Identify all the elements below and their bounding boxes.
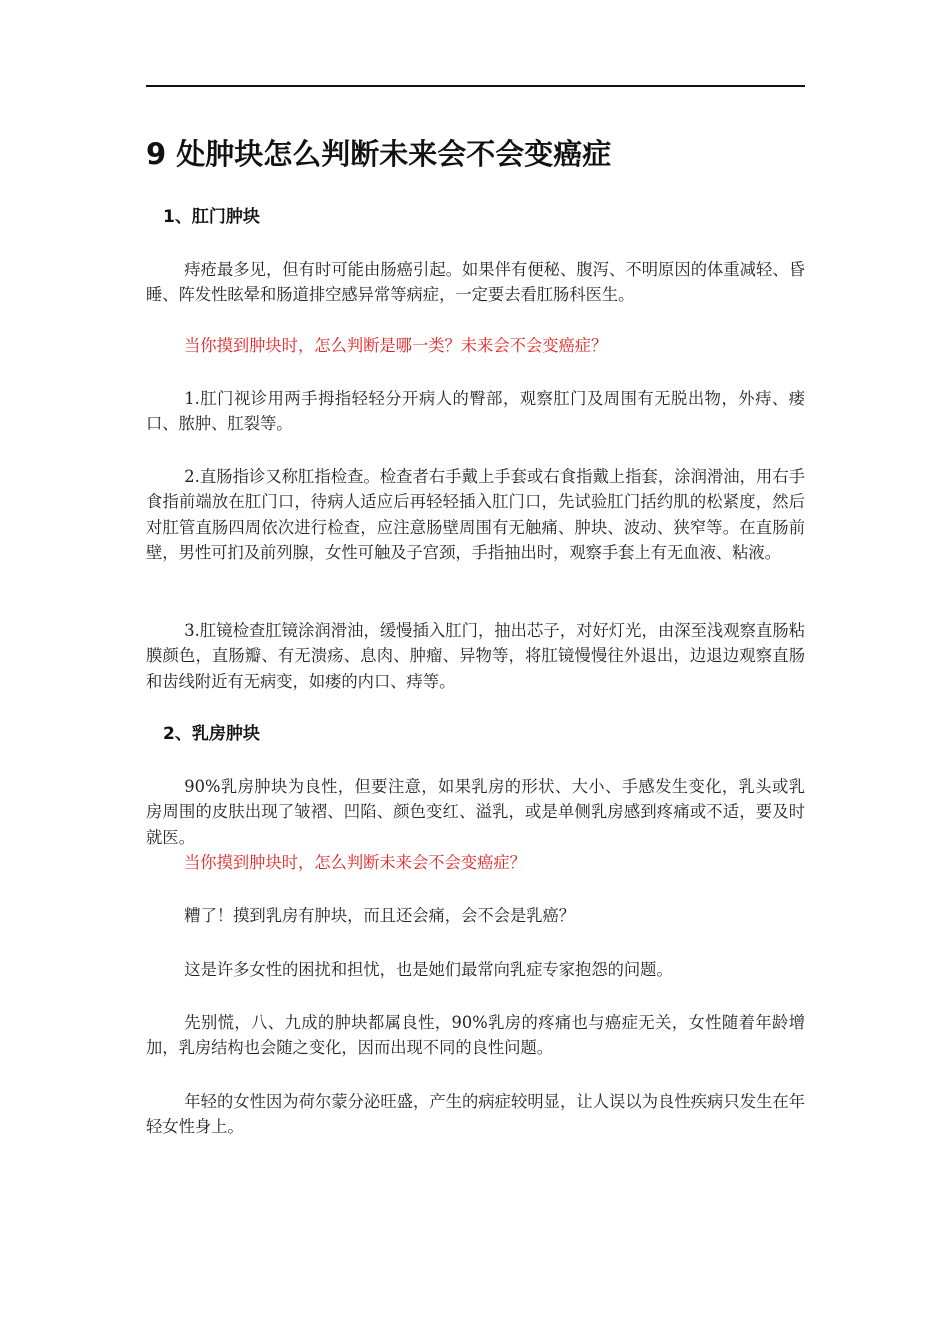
section-1-paragraph-inspection: 1.肛门视诊用两手拇指轻轻分开病人的臀部，观察肛门及周围有无脱出物，外痔、瘘口、脓肿、肛裂等。 (146, 389, 805, 434)
section-heading-anal-lump: 1、肛门肿块 (163, 207, 260, 227)
section-2-paragraph-intro: 90%乳房肿块为良性，但要注意，如果乳房的形状、大小、手感发生变化，乳头或乳房周围的皮肤出现了皱褶、凹陷、颜色变红、溢乳，或是单侧乳房感到疼痛或不适，要及时就医。 (146, 777, 805, 847)
section-1-paragraph-digital-exam: 2.直肠指诊又称肛指检查。检查者右手戴上手套或右食指戴上指套，涂润滑油，用右手食指前端放在肛门口，待病人适应后再轻轻插入肛门口，先试验肛门括约肌的松紧度，然后对肛管直肠四周依次进行检查，应注意肠壁周围有无触痛、肿块、波动、狭窄等。在直肠前壁，男性可扪及前列腺，女性可触及子宫颈，手指抽出时，观察手套上有无血液、粘液。 (146, 467, 805, 562)
section-heading-breast-lump: 2、乳房肿块 (163, 724, 260, 744)
section-2-paragraph-young-women: 年轻的女性因为荷尔蒙分泌旺盛，产生的病症较明显，让人误以为良性疾病只发生在年轻女性身上。 (146, 1092, 805, 1137)
document-title: 9 处肿块怎么判断未来会不会变癌症 (146, 137, 612, 171)
section-2-highlight: 当你摸到肿块时，怎么判断未来会不会变癌症？ (184, 853, 526, 872)
section-2-paragraph-worry: 糟了！摸到乳房有肿块，而且还会痛，会不会是乳癌？ (184, 906, 576, 925)
section-2-paragraph-benign: 先别慌，八、九成的肿块都属良性，90%乳房的疼痛也与癌症无关，女性随着年龄增加，乳房结构也会随之变化，因而出现不同的良性问题。 (146, 1013, 805, 1058)
section-1-paragraph-intro: 痔疮最多见，但有时可能由肠癌引起。如果伴有便秘、腹泻、不明原因的体重减轻、昏睡、阵发性眩晕和肠道排空感异常等病症，一定要去看肛肠科医生。 (146, 260, 805, 305)
section-1-highlight: 当你摸到肿块时，怎么判断是哪一类？未来会不会变癌症？ (184, 336, 608, 355)
section-1-paragraph-anoscopy: 3.肛镜检查肛镜涂润滑油，缓慢插入肛门，抽出芯子，对好灯光，由深至浅观察直肠粘膜颜色，直肠瓣、有无溃疡、息肉、肿瘤、异物等，将肛镜慢慢往外退出，边退边观察直肠和齿线附近有无病变，如瘘的内口、痔等。 (146, 621, 805, 691)
top-rule (146, 85, 805, 87)
section-2-paragraph-concern: 这是许多女性的困扰和担忧，也是她们最常向乳症专家抱怨的问题。 (184, 960, 673, 979)
